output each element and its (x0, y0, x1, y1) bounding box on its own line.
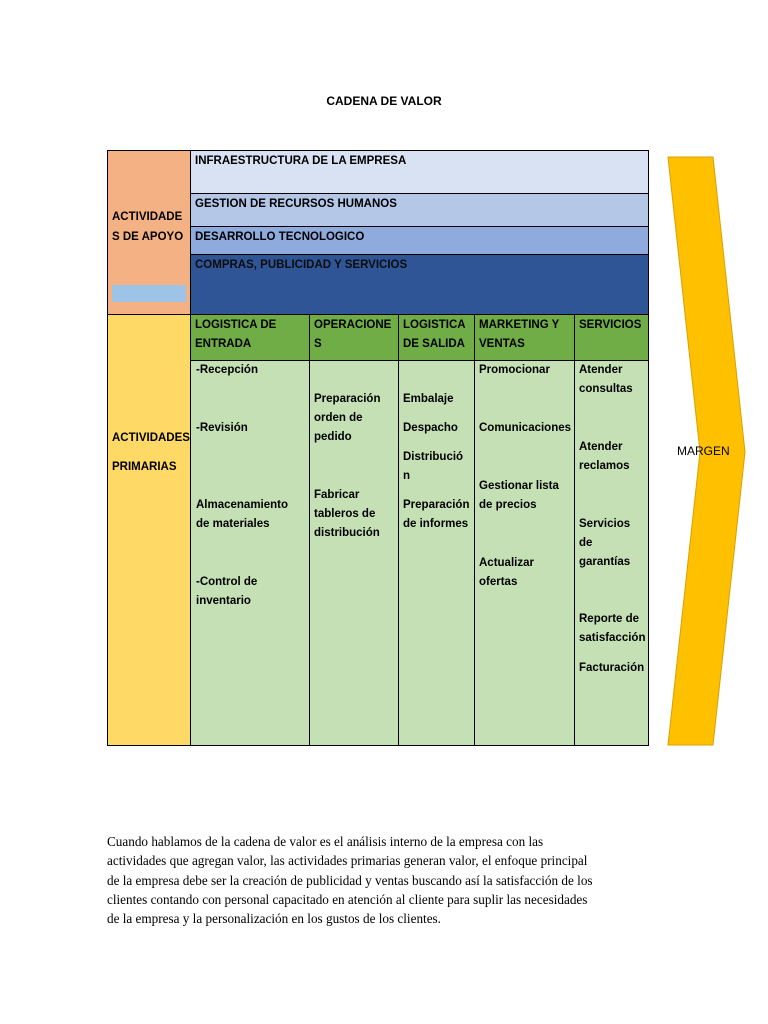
activity-item: Comunicaciones (479, 422, 572, 434)
activity-item: ofertas (479, 576, 518, 588)
description-paragraph (107, 832, 667, 928)
activity-item: Preparación (314, 393, 381, 405)
header-logistica-entrada (190, 314, 310, 361)
column-logistica-entrada (190, 360, 310, 746)
header-line: LOGISTICA (403, 319, 466, 331)
activity-item: Reporte de (579, 613, 640, 625)
header-line: LOGISTICA DE (195, 319, 277, 331)
header-operaciones-text (310, 315, 398, 355)
activity-item: Promocionar (479, 364, 550, 376)
header-line: OPERACIONE (314, 319, 392, 331)
activity-item: satisfacción (579, 632, 646, 644)
support-row-compras (190, 254, 649, 315)
paragraph-line: de la empresa y la personalización en los gustos de los clientes. (107, 911, 441, 927)
paragraph-line: actividades que agregan valor, las actividades primarias generan valor, el enfoque principal (107, 853, 588, 869)
header-line: SERVICIOS (579, 319, 642, 331)
primary-label-line-1: ACTIVIDADES (112, 432, 190, 444)
activity-item: -Recepción (196, 364, 258, 376)
support-label-swatch (112, 285, 186, 302)
column-logistica-salida (398, 360, 475, 746)
margin-label: MARGEN (677, 444, 730, 458)
activity-item: garantías (579, 556, 631, 568)
activity-item: de (579, 537, 593, 549)
activity-item: reclamos (579, 460, 630, 472)
activity-item: Facturación (579, 662, 645, 674)
header-line: VENTAS (479, 338, 525, 350)
header-line: MARKETING Y (479, 319, 560, 331)
header-marketing-ventas (474, 314, 575, 361)
activity-item: Servicios (579, 518, 631, 530)
activity-item: consultas (579, 383, 633, 395)
activity-item: Actualizar (479, 557, 534, 569)
activity-item: inventario (196, 595, 251, 607)
support-label-line-1: ACTIVIDADE (112, 211, 183, 223)
support-row-rrhh-label: GESTION DE RECURSOS HUMANOS (195, 198, 397, 210)
paragraph-line: clientes contando con personal capacitado en atención al cliente para suplir las necesidades (107, 891, 588, 907)
column-servicios (574, 360, 649, 746)
activity-item: -Control de (196, 576, 258, 588)
page-title: CADENA DE VALOR (326, 94, 442, 108)
header-logistica-entrada-text (191, 315, 309, 355)
activity-item: Gestionar lista (479, 480, 559, 492)
primary-label-line-2: PRIMARIAS (112, 461, 177, 473)
activity-item: n (403, 470, 411, 482)
activity-item: Preparación (403, 499, 470, 511)
paragraph-line: de la empresa debe ser la creación de publicidad y ventas buscando así la satisfacción de los (107, 872, 593, 888)
activity-item: orden de (314, 412, 363, 424)
support-row-infraestructura (190, 150, 649, 194)
activity-item: Atender (579, 364, 623, 376)
support-row-tecnologia-label: DESARROLLO TECNOLOGICO (195, 231, 365, 243)
column-operaciones (309, 360, 399, 746)
support-row-rrhh (190, 193, 649, 227)
header-operaciones (309, 314, 399, 361)
primary-activities-label-cell (107, 314, 191, 746)
header-line: S (314, 338, 322, 350)
activity-item: distribución (314, 527, 380, 539)
header-logistica-salida-text (399, 315, 474, 355)
header-servicios-text (575, 315, 648, 336)
activity-item: de materiales (196, 518, 270, 530)
activity-item: pedido (314, 431, 352, 443)
header-line: ENTRADA (195, 338, 252, 350)
activity-item: tableros de (314, 508, 376, 520)
support-row-tecnologia (190, 226, 649, 255)
activity-item: de precios (479, 499, 537, 511)
header-marketing-ventas-text (475, 315, 574, 355)
support-row-compras-label: COMPRAS, PUBLICIDAD Y SERVICIOS (195, 259, 408, 271)
activity-item: Almacenamiento (196, 499, 289, 511)
paragraph-line: Cuando hablamos de la cadena de valor es el análisis interno de la empresa con las (107, 834, 544, 849)
header-servicios (574, 314, 649, 361)
header-line: DE SALIDA (403, 338, 465, 350)
support-label-line-2: S DE APOYO (112, 231, 184, 243)
activity-item: de informes (403, 518, 469, 530)
support-activities-label-cell (107, 150, 191, 315)
activity-item: -Revisión (196, 422, 248, 434)
activity-item: Atender (579, 441, 623, 453)
activity-item: Fabricar (314, 489, 360, 501)
support-row-infraestructura-label: INFRAESTRUCTURA DE LA EMPRESA (195, 155, 407, 167)
header-logistica-salida (398, 314, 475, 361)
activity-item: Despacho (403, 422, 458, 434)
activity-item: Embalaje (403, 393, 454, 405)
column-marketing-ventas (474, 360, 575, 746)
activity-item: Distribució (403, 451, 464, 463)
